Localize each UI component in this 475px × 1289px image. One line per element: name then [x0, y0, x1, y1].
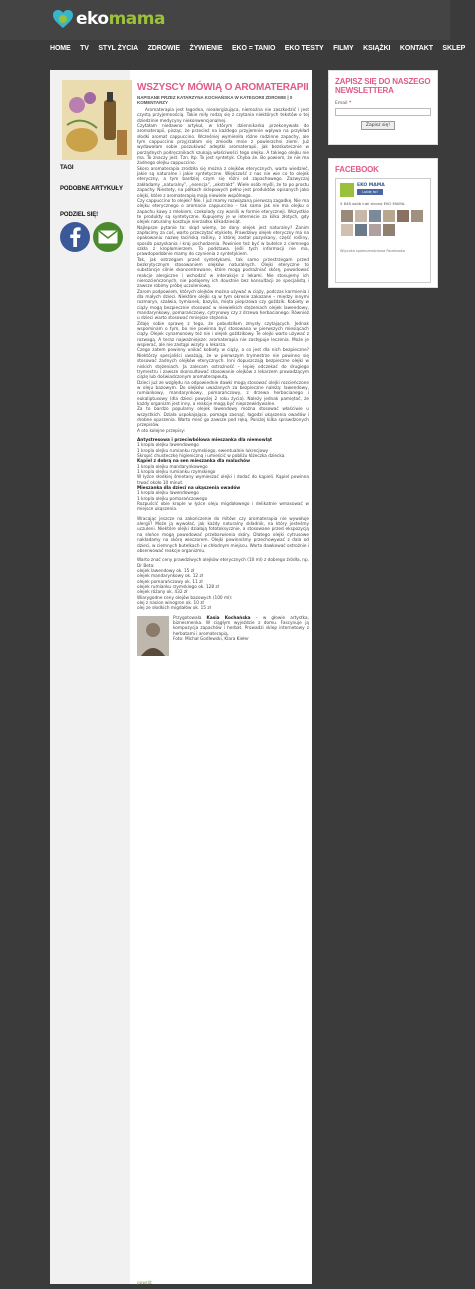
author-intro: Przygotowała — [173, 615, 202, 621]
share-icons — [60, 222, 126, 252]
article-paragraph: Czego zatem powinny unikać kobiety w ciąży, a co jest dla nich bezpieczne? Niektórzy specjaliści uważają, że w pierwszym trymestrze nie powinno się stosować żadnych olejków eterycznych. Inni dopuszczają bezpieczne olejki w niskich stężeniach. Ja zalecam ostrożność – lepiej odczekać do drugiego trymestru i zawsze skonsultować stosowanie olejków z lekarzem prowadzącym ciążę lub doświadczonym aromaterapeutą. — [137, 348, 309, 381]
email-share-icon[interactable] — [93, 222, 123, 252]
share-heading: PODZIEL SIĘ! — [60, 212, 99, 218]
site-logo[interactable] — [52, 6, 165, 32]
author-box — [137, 616, 309, 656]
recipe-line: Skropić chusteczkę higieniczną i umieścić w pobliżu łóżeczka dziecka. — [137, 454, 286, 459]
article-paragraph: Skoro aromaterapia zrodziła się można z olejków eterycznych, warto wiedzieć, jakie są naturalne i jakie syntetyczne. Większość z nas nie wie co to olejek eteryczny, a tym bardziej czym się różni od zapachowego. Zazwyczaj zakładamy „naturalny”, „esencja”, „ekstrakt”. Wiele osób myśli, że to po prostu zapachy. Niestety, na półkach sklepowych pełno jest produktów opisanych jako olejki, które z aromaterapią mają niewiele wspólnego. — [137, 166, 309, 199]
fb-fan-count: 5 848 osób lubi stronę EKO MAMA. — [340, 201, 406, 206]
post-meta: NAPISANE PRZEZ KATARZYNA KOCHAŃSKA W KATEGORII ZDROWIE | 0 KOMENTARZY — [137, 95, 293, 105]
nav-item-styl-zycia[interactable]: STYL ŻYCIA — [98, 45, 139, 52]
fan-avatar[interactable] — [369, 224, 381, 236]
subscribe-button[interactable]: Zapisz się! — [361, 121, 395, 130]
fan-avatar[interactable] — [411, 210, 423, 222]
nav-item-eko-testy[interactable]: EKO TESTY — [284, 45, 324, 52]
post-header — [137, 82, 309, 105]
facebook-share-icon[interactable] — [60, 222, 90, 252]
article-paragraph: Warto znać ceny prawdziwych olejków eterycznych (10 ml) z dobrego źródła, np. Dr Beta: — [137, 558, 309, 569]
recipe-title: Kąpiel z dobrą na sen mieszanka dla maluchów — [137, 459, 251, 465]
fb-fan-faces — [340, 209, 426, 237]
site-header — [0, 0, 450, 40]
nav-item-kontakt[interactable]: KONTAKT — [399, 45, 433, 52]
main-navigation — [0, 40, 466, 62]
recipe-line: 1 kropla olejku lawendowego — [137, 491, 199, 497]
price-line: olejek mandarynkowy ok. 12 zł — [137, 574, 203, 580]
email-label: Email * — [335, 101, 352, 106]
logo-suffix: mama — [108, 9, 165, 29]
page-avatar — [340, 183, 354, 197]
price-line: olej z nasion winogron ok. 10 zł — [137, 600, 204, 606]
photo-credit: Foto: Michał Godlewski, Klara Kiełer — [173, 637, 249, 642]
article-paragraph: Najlepsze pytanie to: skąd wiemy, że dany olejek jest naturalny? Zanim zapłacimy za coś, warto przeczytać etykietę. Prawdziwy olejek eteryczny ma na opakowaniu nazwę łacińską rośliny, z której został pozyskany, część rośliny, sposób pozyskania i kraj pochodzenia. Powinien też być w butelce z ciemnego szkła z kroplomierzem. To podstawa. Jeśli tych informacji nie ma, prawdopodobnie mamy do czynienia z syntetykiem. — [137, 225, 309, 258]
article-paragraph: Zdaję sobie sprawę z tego, że pobudziłam zmysły czytających. Jednak wspominam o tym, bo nie powinna być stosowana w pierwszych miesiącach ciąży. Olejek cynamonowy też nie i olejek goździkowy. Te olejki warto używać z rozwagą. A teraz najważniejsze: aromaterapia nie zastępuje leczenia. Może je wspierać, ale nie zastąpi wizyty u lekarza. — [137, 321, 309, 349]
newsletter-widget — [328, 70, 438, 145]
related-articles-heading: PODOBNE ARTYKUŁY — [60, 186, 123, 192]
newsletter-title: ZAPISZ SIĘ DO NASZEGO NEWSLETTERA — [335, 77, 431, 95]
article-paragraph: Czy cappuccino to olejek? Nie. I już mamy rozwiązaną pierwszą zagadkę. Nie ma olejku eterycznego o aromacie cappuccino – tak samo jak nie ma olejku o zapachu kawy z mlekiem, czekolady czy wanilii w formie eteryczneji. Wszystkie te produkty są syntetyczne. Kupujemy je w internecie za kilka złotych, gdy olejek naturalny kosztuje nierzadko kilkadziesiąt. — [137, 198, 309, 226]
fan-avatar[interactable] — [397, 210, 409, 222]
recipe-title: Mieszanka dla dzieci na ukąszenia owadów — [137, 486, 241, 492]
article-paragraph: Czytałam niedawno artykuł, w którym dziennikarka przekonywała do aromaterapii, pisząc, że przecież na każdego przyjemnie wpływa na przykład słodki aromat cappuccino. Wcześniej wymieniła różne rodzinne zapachy, ale tym cappuccino przyjrzałam się zmiodła mnie z powierzchni ziemi. Już wydawałam sobie poszukiwać adeptki aromaterapii, jak bezskutecznie w porządnych podręcznikach szukają właściwości tego olejku. A takiego olejku nie ma. To znaczy jest. Tzn. Itp. To jest syntetyk. Chyba że. Bo powiem, że nie ma żadnego olejku cappuccino. — [137, 124, 309, 167]
post-title[interactable]: WSZYSCY MÓWIĄ O AROMATERAPII — [137, 82, 309, 93]
fan-avatar[interactable] — [341, 224, 353, 236]
fan-avatar[interactable] — [341, 210, 353, 222]
fb-page-name[interactable]: EKO MAMA — [357, 183, 385, 188]
heart-logo-icon — [52, 8, 74, 30]
recipe-title: Antystresowa i przeciwbólowa mieszanka dla niemowląt — [137, 437, 273, 443]
tags-heading: TAGI — [60, 165, 74, 171]
fan-avatar[interactable] — [383, 224, 395, 236]
price-line: olejek pomarańczowy ok. 11 zł — [137, 579, 203, 585]
nav-item-sklep[interactable]: SKLEP — [442, 45, 466, 52]
price-line: olej ze słodkich migdałów ok. 15 zł — [137, 606, 211, 612]
facebook-like-box — [335, 178, 431, 283]
price-line: olejek różany ok. 432 zł — [137, 590, 188, 596]
article-paragraph: Zarom podpowiem, których olejków można używać w ciąży, podczas karmienia i dla małych dzieci. Niektóre olejki są w tym okresie zakazane – między innymi rozmaryn, szałwia, tymianek, bazylia, mięta pieprzowa czy goździk. Kobiety w ciąży mogą bezpiecznie stosować w niewielkich stężeniach olejek lawendowy, mandarynkowy, pomarańczowy, cytrynowy czy z drzewa herbacianego. Również u dzieci warto stosować mniejsze stężenia. — [137, 289, 309, 322]
nav-item-zdrowie[interactable]: ZDROWIE — [147, 45, 180, 52]
author-description: – w głowie artystka, biznesmenka. W ciągłym wyjeździe z domu. Fascynuje ją kompozycja zapachów i herbat. Prowadzi sklep internetowy z herbatami i aromaterapią. — [173, 615, 309, 637]
email-input[interactable] — [335, 108, 431, 116]
recipe-line: 1 kropla olejku lawendowego — [137, 443, 199, 449]
article-paragraph: Za to bardzo popularny olejek lawendowy można stosować właściwie u wszystkich. Działa uspokajająco, pomaga zasnąć, łagodzi ukąszenia owadów i drobne oparzenia. Warto mieć go zawsze pod ręką. Poniżej kilka sprawdzonych przepisów. — [137, 407, 309, 429]
left-sidebar — [50, 70, 130, 1284]
author-bio — [173, 616, 309, 656]
recipe-line: Rozpuścić obie krople w łyżce oleju migdałowego i delikatnie wmasować w miejsce ukąszenia. — [137, 502, 309, 513]
back-link[interactable]: powrót — [137, 1281, 152, 1286]
recipe-line: 1 kropla olejku rumianku rzymskiego, ewentualnie lukrecjowy — [137, 448, 269, 454]
price-line: olejek rumianku rzymskiego ok. 128 zł — [137, 584, 219, 590]
logo-wordmark — [76, 9, 165, 29]
nav-item-ksiazki[interactable]: KSIĄŻKI — [363, 45, 391, 52]
fan-avatar[interactable] — [383, 210, 395, 222]
recipe-line: 1 kropla olejku mandarynkowego — [137, 464, 208, 470]
article-paragraph: Tak, jak ostrzegam przed syntetykami, tak samo przestrzegam przed bezkrytycznym stosowaniem olejków naturalnych. Olejki eteryczne to substancje silnie skoncentrowane, które mogą podrażniać skórę, powodować reakcje alergiczne i wchodzić w interakcje z lekami. Nie stosujemy ich nierozcieńczonych, nie podajemy ich doustnie bez konsultacji ze specjalistą i zawsze robimy próbę uczuleniową. — [137, 257, 309, 290]
fb-like-button[interactable]: Lubię to! — [357, 189, 383, 195]
nav-item-home[interactable]: HOME — [50, 45, 71, 52]
post-thumbnail — [62, 80, 132, 160]
article-paragraph: Wracając jeszcze na zakończenie do mitów: czy aromaterapia nie wywołuje alergii? Może ją wywołać, jak każdy naturalny składnik, na który jesteśmy uczuleni. Niektóre olejki działają fototoksycznie, a stosowane przed ekspozycją na słońce mogą powodować przebarwienia skóry. Dlatego olejki cytrusowe nakładamy na skórę wieczorem. Olejki powinniśmy przechowywać z dala od dzieci, w ciemnych butelkach i w chłodnym miejscu. Warto dawkować ostrożnie i obserwować reakcje organizmu. — [137, 516, 309, 554]
price-line: olejek lawendowy ok. 15 zł — [137, 568, 195, 574]
fan-avatar[interactable] — [355, 210, 367, 222]
fan-avatar[interactable] — [355, 224, 367, 236]
recipe-line: 1 kropla olejku pomarańczowego — [137, 496, 208, 502]
facebook-title: FACEBOOK — [335, 165, 379, 174]
nav-item-tv[interactable]: TV — [80, 45, 89, 52]
fb-plugin-label: Wtyczka społecznościowa Facebooka — [340, 249, 405, 253]
price-line: Wiarygodne ceny olejów bazowych (100 ml): — [137, 595, 233, 601]
article-paragraph: Dzieci już ze względu na odpowiednie dawki mogą stosować olejki rozcieńczone w oleju bazowym. Do olejków uważanych za bezpieczne należą: lawendowy, rumiankowy, mandarynkowy, pomarańczowy, z drzewa herbacianego i eukaliptusowy (dla dzieci powyżej 2 roku życia). Należy jednak pamiętać, że każdy organizm jest inny, a reakcje mogą być nieprzewidywalne. — [137, 380, 309, 407]
article-paragraph: A oto kolejne przepisy: — [137, 428, 186, 434]
fan-avatar[interactable] — [369, 210, 381, 222]
nav-item-filmy[interactable]: FILMY — [333, 45, 354, 52]
nav-item-eko-tanio[interactable]: EKO = TANIO — [231, 45, 276, 52]
recipe-line: W łyżce słodkiej śmietany wymieszać olejki i dodać do kąpieli. Kąpiel powinna trwać około 10 minut. — [137, 475, 309, 486]
article-body — [137, 108, 309, 1276]
recipe-line: 1 kropla olejku rumianku rzymskiego — [137, 470, 216, 476]
facebook-widget — [328, 158, 438, 288]
author-name: Kasia Kochańska — [206, 615, 251, 621]
logo-prefix: eko — [76, 9, 109, 29]
article-paragraph: Aromaterapia jest łagodna, niealergizująca, niemożna nie zaszkodzić i jest czystą przyjemnością. Takie miły rodzą się z czytania niektórych tekstów o tej dziedzinie medycyny niekonwencjonalnej. — [137, 108, 309, 124]
author-photo — [137, 616, 169, 656]
nav-item-zywienie[interactable]: ŻYWIENIE — [189, 45, 223, 52]
